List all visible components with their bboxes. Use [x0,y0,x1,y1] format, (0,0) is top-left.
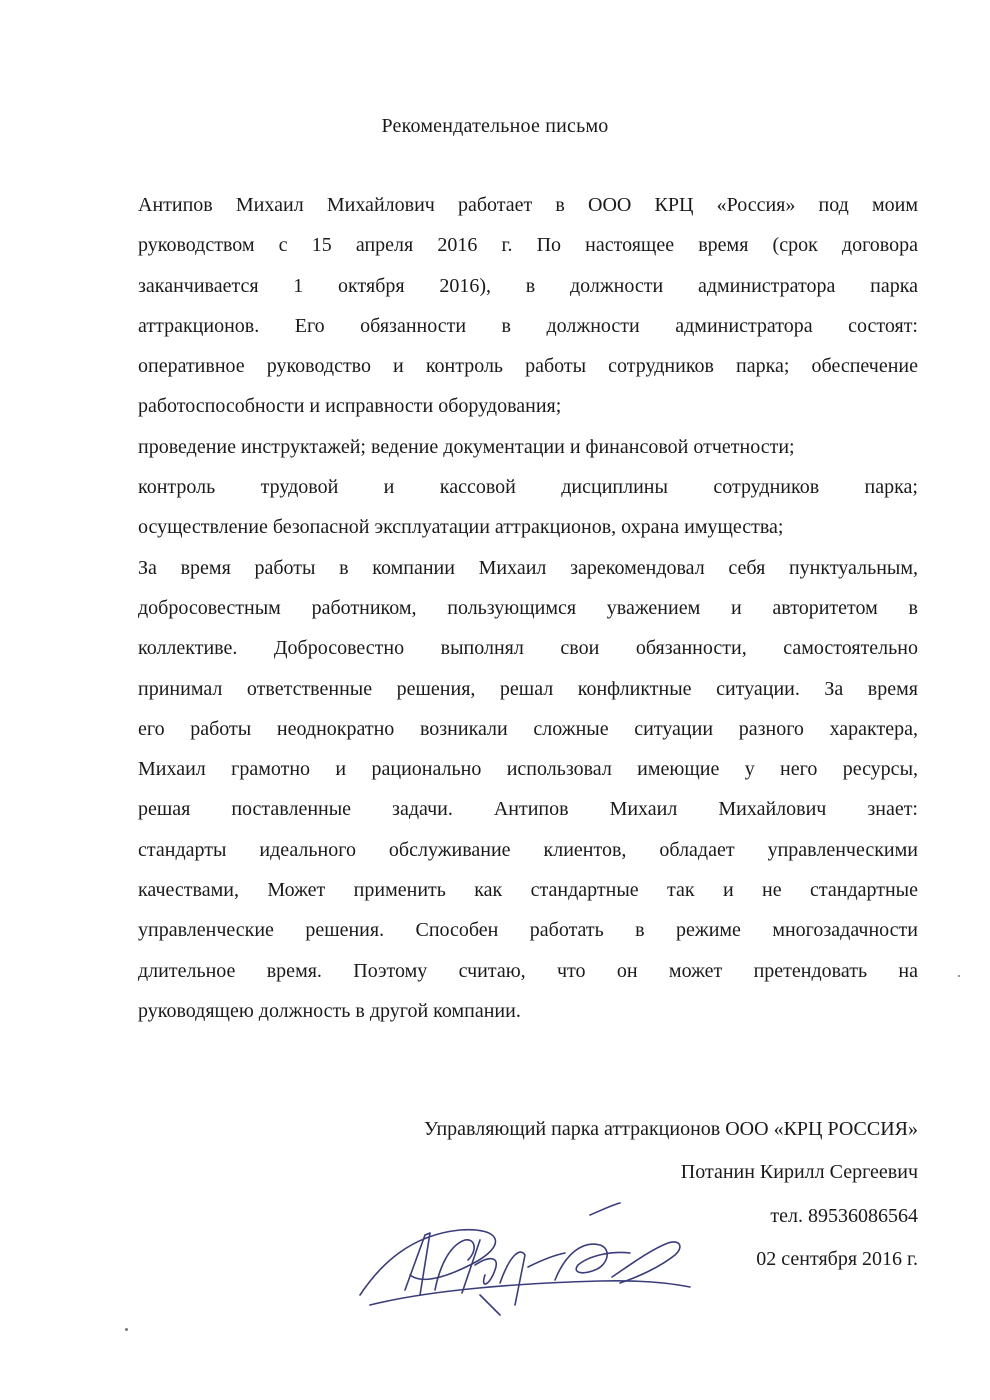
body-line: контроль трудовой и кассовой дисциплины сотрудников парка; [138,476,918,499]
body-line: управленческие решения. Способен работать в режиме многозадачности [138,919,918,942]
body-line: оперативное руководство и контроль работы сотрудников парка; обеспечение [138,355,918,378]
body-line: осуществление безопасной эксплуатации аттракционов, охрана имущества; [138,516,784,539]
handwritten-signature [350,1195,700,1325]
body-line: длительное время. Поэтому считаю, что он может претендовать на [138,959,918,982]
body-line: Михаил грамотно и рационально использовал имеющие у него ресурсы, [138,758,918,781]
body-line: его работы неоднократно возникали сложные ситуации разного характера, [138,717,918,740]
letter-title: Рекомендательное письмо [381,115,609,137]
body-line: руководящею должность в другой компании. [138,999,521,1022]
body-line: За время работы в компании Михаил зарекомендовал себя пунктуальным, [138,556,918,579]
body-line: решая поставленные задачи. Антипов Михаил Михайлович знает: [138,798,918,821]
signer-phone: тел. 89536086564 [770,1204,918,1227]
body-line: проведение инструктажей; ведение документации и финансовой отчетности; [138,435,795,458]
body-line: Антипов Михаил Михайлович работает в ООО КРЦ «Россия» под моим [138,194,918,216]
letter-date: 02 сентября 2016 г. [756,1248,918,1271]
body-line: работоспособности и исправности оборудования; [138,395,562,418]
body-line: заканчивается 1 октября 2016), в должности администратора парка [138,274,918,297]
body-line: добросовестным работником, пользующимся уважением и авторитетом в [138,596,918,619]
body-line: стандарты идеального обслуживание клиентов, обладает управленческими [138,838,918,861]
paper-speck [125,1328,128,1331]
letter-body [138,185,918,1031]
paper-speck [958,975,960,977]
signer-name: Потанин Кирилл Сергеевич [680,1161,918,1184]
body-line: качествами, Может применить как стандартные так и не стандартные [138,879,918,902]
body-line: руководством с 15 апреля 2016 г. По настоящее время (срок договора [138,234,918,257]
body-line: аттракционов. Его обязанности в должности администратора состоят: [138,314,918,337]
body-line: коллективе. Добросовестно выполнял свои обязанности, самостоятельно [138,637,918,660]
signer-position: Управляющий парка аттракционов ООО «КРЦ РОССИЯ» [424,1118,918,1140]
body-line: принимал ответственные решения, решал конфликтные ситуации. За время [138,677,918,700]
